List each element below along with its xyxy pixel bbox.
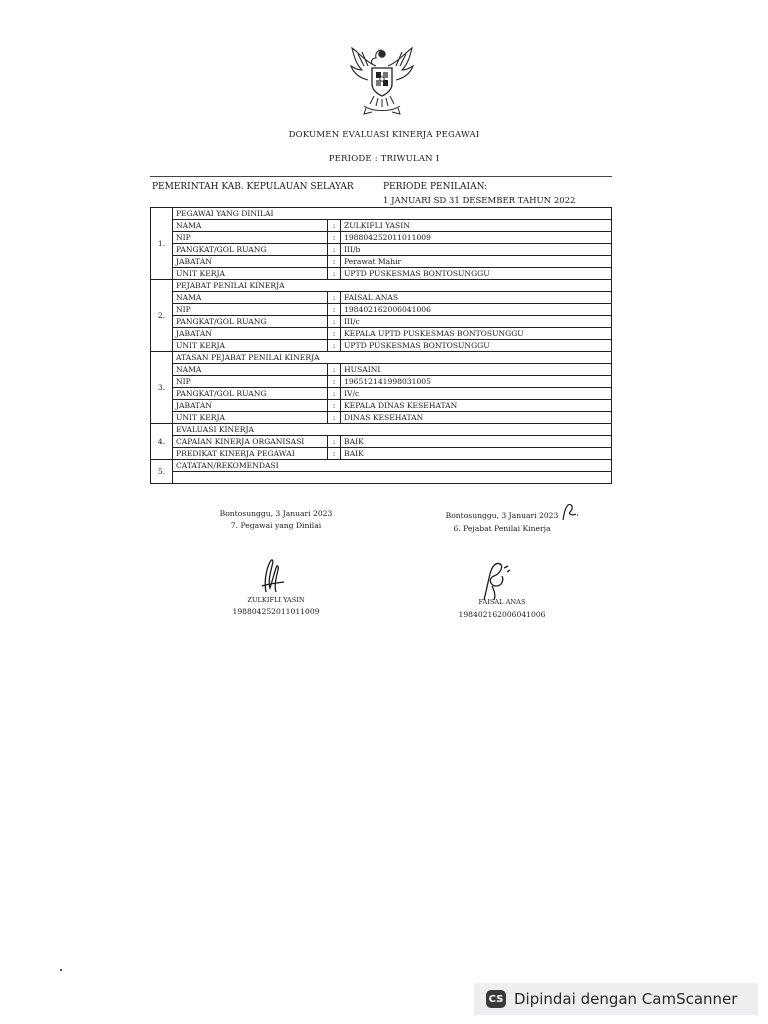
field-label: NAMA [173, 292, 328, 304]
field-value: KEPALA DINAS KESEHATAN [341, 400, 612, 412]
left-signer-role: 7. Pegawai yang Dinilai [230, 521, 322, 530]
colon: : [328, 268, 341, 280]
section-title: PEJABAT PENILAI KINERJA [173, 280, 612, 292]
field-label: JABATAN [173, 256, 328, 268]
notes-blank-row [151, 472, 612, 484]
field-value: DINAS KESEHATAN [341, 412, 612, 424]
field-label: NIP [173, 232, 328, 244]
field-value: KEPALA UPTD PUSKESMAS BONTOSUNGGU [341, 328, 612, 340]
colon: : [328, 412, 341, 424]
field-value: III/b [341, 244, 612, 256]
colon: : [328, 220, 341, 232]
colon: : [328, 316, 341, 328]
table-row [151, 364, 612, 376]
field-value: 196512141998031005 [341, 376, 612, 388]
evaluation-form-table [150, 207, 612, 484]
section-header-row [151, 280, 612, 292]
table-row [151, 256, 612, 268]
left-signature-icon [258, 556, 286, 596]
field-label: NIP [173, 304, 328, 316]
field-label: UNIT KERJA [173, 268, 328, 280]
field-label: NAMA [173, 364, 328, 376]
section-header-row [151, 352, 612, 364]
table-row [151, 400, 612, 412]
field-label: NAMA [173, 220, 328, 232]
field-label: JABATAN [173, 328, 328, 340]
colon: : [328, 340, 341, 352]
colon: : [328, 292, 341, 304]
section-title: ATASAN PEJABAT PENILAI KINERJA [173, 352, 612, 364]
table-row [151, 388, 612, 400]
section-number: 3. [151, 352, 173, 424]
colon: : [328, 364, 341, 376]
field-value: FAISAL ANAS [341, 292, 612, 304]
section-title: PEGAWAI YANG DINILAI [173, 208, 612, 220]
field-value: III/c [341, 316, 612, 328]
period-title: PERIODE : TRIWULAN I [328, 154, 440, 164]
table-row [151, 448, 612, 460]
table-row [151, 436, 612, 448]
colon: : [328, 256, 341, 268]
field-label: JABATAN [173, 400, 328, 412]
field-value: BAIK [341, 436, 612, 448]
field-value: BAIK [341, 448, 612, 460]
field-label: UNIT KERJA [173, 340, 328, 352]
field-label: PANGKAT/GOL RUANG [173, 388, 328, 400]
table-row [151, 328, 612, 340]
colon: : [328, 400, 341, 412]
colon: : [328, 244, 341, 256]
table-row [151, 316, 612, 328]
field-value: UPTD PUSKESMAS BONTOSUNGGU [341, 268, 612, 280]
colon: : [328, 376, 341, 388]
field-label: PANGKAT/GOL RUANG [173, 316, 328, 328]
right-signer-name: FAISAL ANAS [478, 598, 526, 606]
scan-speck [60, 969, 62, 971]
table-row [151, 268, 612, 280]
section-header-row [151, 208, 612, 220]
section-header-row [151, 460, 612, 472]
section-number: 4. [151, 424, 173, 460]
camscanner-text: Dipindai dengan CamScanner [514, 990, 738, 1008]
section-header-row [151, 424, 612, 436]
colon: : [328, 436, 341, 448]
table-row [151, 340, 612, 352]
assessment-period-value: 1 JANUARI SD 31 DESEMBER TAHUN 2022 [383, 196, 576, 206]
document-title: DOKUMEN EVALUASI KINERJA PEGAWAI [288, 130, 480, 140]
field-value: 198804252011011009 [341, 232, 612, 244]
field-label: UNIT KERJA [173, 412, 328, 424]
right-signer-role: 6. Pejabat Penilai Kinerja [453, 524, 551, 533]
assessment-period-label: PERIODE PENILAIAN: [383, 182, 488, 192]
header-divider [150, 176, 612, 177]
table-row [151, 376, 612, 388]
notes-area [173, 472, 612, 484]
field-label: PANGKAT/GOL RUANG [173, 244, 328, 256]
initial-mark-icon [560, 502, 580, 522]
section-number: 1. [151, 208, 173, 280]
colon: : [328, 328, 341, 340]
field-label: CAPAIAN KINERJA ORGANISASI [173, 436, 328, 448]
table-row [151, 304, 612, 316]
field-label: PREDIKAT KINERJA PEGAWAI [173, 448, 328, 460]
government-name: PEMERINTAH KAB. KEPULAUAN SELAYAR [152, 182, 354, 192]
left-signer-name: ZULKIFLI YASIN [247, 596, 305, 604]
camscanner-watermark [474, 983, 758, 1015]
field-value: UPTD PUSKESMAS BONTOSUNGGU [341, 340, 612, 352]
table-row [151, 292, 612, 304]
field-value: ZULKIFLI YASIN [341, 220, 612, 232]
camscanner-logo-icon: CS [486, 990, 506, 1008]
field-value: IV/c [341, 388, 612, 400]
left-signer-nip: 198804252011011009 [232, 607, 320, 616]
field-label: NIP [173, 376, 328, 388]
section-number: 5. [151, 460, 173, 484]
colon: : [328, 388, 341, 400]
colon: : [328, 232, 341, 244]
table-row [151, 412, 612, 424]
colon: : [328, 304, 341, 316]
table-row [151, 220, 612, 232]
field-value: HUSAINI [341, 364, 612, 376]
field-value: Perawat Mahir [341, 256, 612, 268]
garuda-emblem-icon [346, 44, 418, 118]
field-value: 198402162006041006 [341, 304, 612, 316]
right-place-date: Bontosunggu, 3 Januari 2023 [445, 511, 559, 520]
table-row [151, 244, 612, 256]
left-place-date: Bontosunggu, 3 Januari 2023 [219, 509, 333, 518]
table-row [151, 232, 612, 244]
section-number: 2. [151, 280, 173, 352]
section-title: EVALUASI KINERJA [173, 424, 612, 436]
section-title: CATATAN/REKOMENDASI [173, 460, 612, 472]
right-signature-icon [474, 556, 514, 602]
right-signer-nip: 198402162006041006 [458, 610, 546, 619]
colon: : [328, 448, 341, 460]
